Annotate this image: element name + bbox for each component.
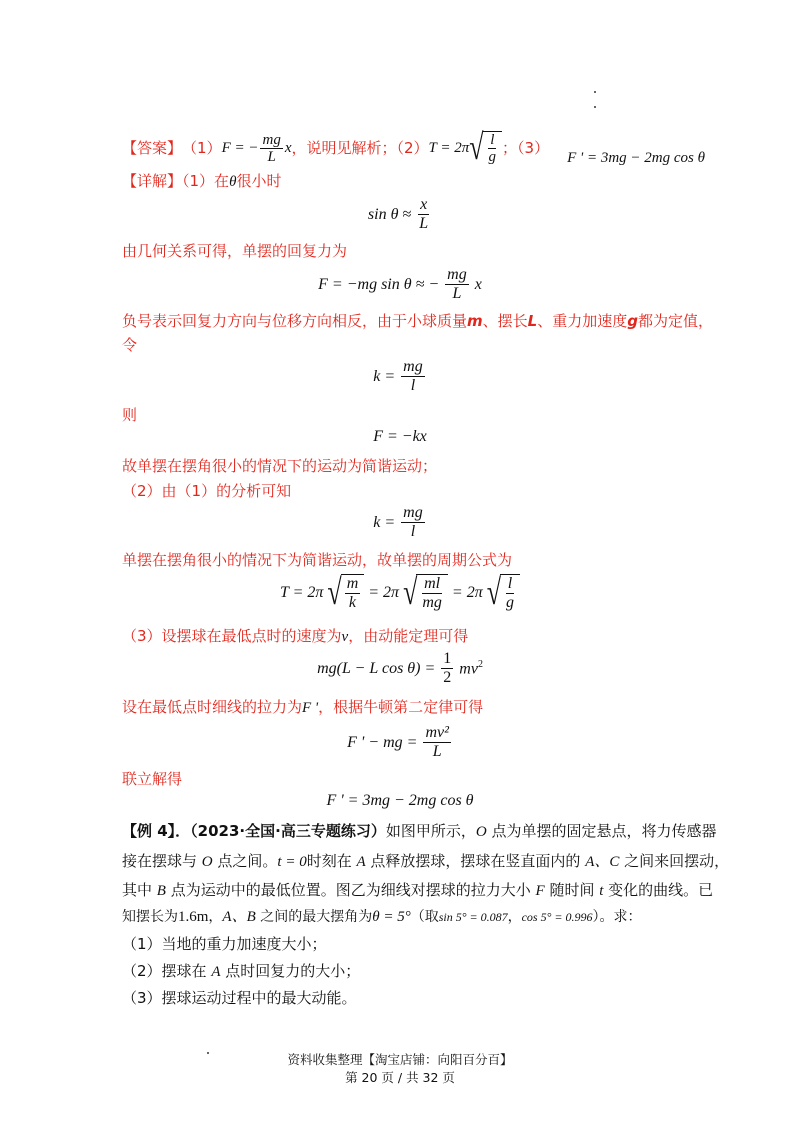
answer-eq-1: F = − $\frac{mg}{L}$ x bbox=[221, 131, 292, 165]
formula-restoring-force: F = −mg sin θ ≈ − $\frac{mg}{L}$ x bbox=[318, 266, 482, 302]
text-line: 由几何关系可得，单摆的回复力为 bbox=[122, 242, 348, 260]
example-line-1: 【例 4】．（2023·全国·高三专题练习）如图甲所示，O 点为单摆的固定悬点，将力传感器 bbox=[122, 822, 717, 840]
answer-mid: ，说明见解析；（2） bbox=[291, 139, 429, 157]
detail-tag: 【详解】 bbox=[122, 172, 183, 190]
text-line: （3）设摆球在最低点时的速度为v，由动能定理可得 bbox=[122, 627, 469, 645]
example-line-2: 接在摆球与 O 点之间。t = 0时刻在 A 点释放摆球，摆球在竖直面内的 A、C 之间来回摆动， bbox=[122, 852, 730, 870]
formula-period: T = 2π √ $\frac{m}{k}$ = 2π √ $\frac{ml}{mg}$ = 2π √ $\frac{l}{g}$ bbox=[0, 574, 800, 612]
example-source: （2023·全国·高三专题练习） bbox=[190, 822, 386, 840]
question-1: （1）当地的重力加速度大小； bbox=[122, 935, 327, 953]
answer-tag: 【答案】 bbox=[122, 139, 183, 157]
formula-k: k = $\frac{mg}{l}$ bbox=[373, 358, 423, 394]
footer-page-number: 第 20 页 / 共 32 页 bbox=[345, 1070, 455, 1085]
question-3: （3）摆球运动过程中的最大动能。 bbox=[122, 989, 357, 1007]
question-2: （2）摆球在 A 点时回复力的大小； bbox=[122, 962, 361, 980]
example-line-3: 其中 B 点为运动中的最低位置。图乙为细线对摆球的拉力大小 F 随时间 t 变化的曲线。已 bbox=[122, 881, 714, 899]
example-line-4: 知摆长为1.6m，A、B 之间的最大摆角为θ = 5°（取sin 5° = 0.087，cos 5° = 0.996）。求： bbox=[122, 909, 642, 925]
answer-sep: ；（3） bbox=[502, 139, 550, 157]
formula-sin-approx: sin θ ≈ $\frac{x}{L}$ bbox=[367, 196, 429, 232]
answer-eq-3: F ' = 3mg − 2mg cos θ bbox=[567, 150, 705, 166]
text-line: 负号表示回复力方向与位移方向相反，由于小球质量m、摆长L、重力加速度g都为定值， bbox=[122, 312, 714, 330]
text-line: 设在最低点时细线的拉力为F '，根据牛顿第二定律可得 bbox=[122, 698, 484, 716]
formula-k-2: k = $\frac{mg}{l}$ bbox=[373, 504, 423, 540]
footer-source: 资料收集整理【淘宝店铺：向阳百分百】 bbox=[287, 1052, 513, 1067]
text-line: 令 bbox=[122, 336, 138, 354]
formula-energy: mg(L − L cos θ) = $\frac{1}{2}$ $mv^2$ bbox=[317, 650, 483, 686]
text-line: 故单摆在摆角很小的情况下的运动为简谐运动； bbox=[122, 457, 438, 475]
formula-newton: F ' − mg = $\frac{\text{mv²}}{L}$ bbox=[347, 724, 449, 760]
text-line: 联立解得 bbox=[122, 770, 183, 788]
answer-part-1: （1） bbox=[182, 139, 222, 157]
text-line: （2）由（1）的分析可知 bbox=[122, 482, 292, 500]
text-line: 单摆在摆角很小的情况下为简谐运动，故单摆的周期公式为 bbox=[122, 551, 513, 569]
answer-line bbox=[122, 127, 705, 168]
example-tag: 【例 4】． bbox=[122, 822, 191, 840]
answer-eq-2: T = 2π √ $\frac{l}{g}$ bbox=[429, 131, 503, 165]
formula-hooke: F = −kx bbox=[373, 428, 427, 445]
text-line: 则 bbox=[122, 406, 138, 424]
scan-dot bbox=[594, 91, 596, 93]
scan-dot bbox=[594, 106, 596, 108]
detail-line: 【详解】（1）在θ很小时 bbox=[122, 172, 282, 190]
formula-result: F ' = 3mg − 2mg cos θ bbox=[326, 792, 474, 809]
